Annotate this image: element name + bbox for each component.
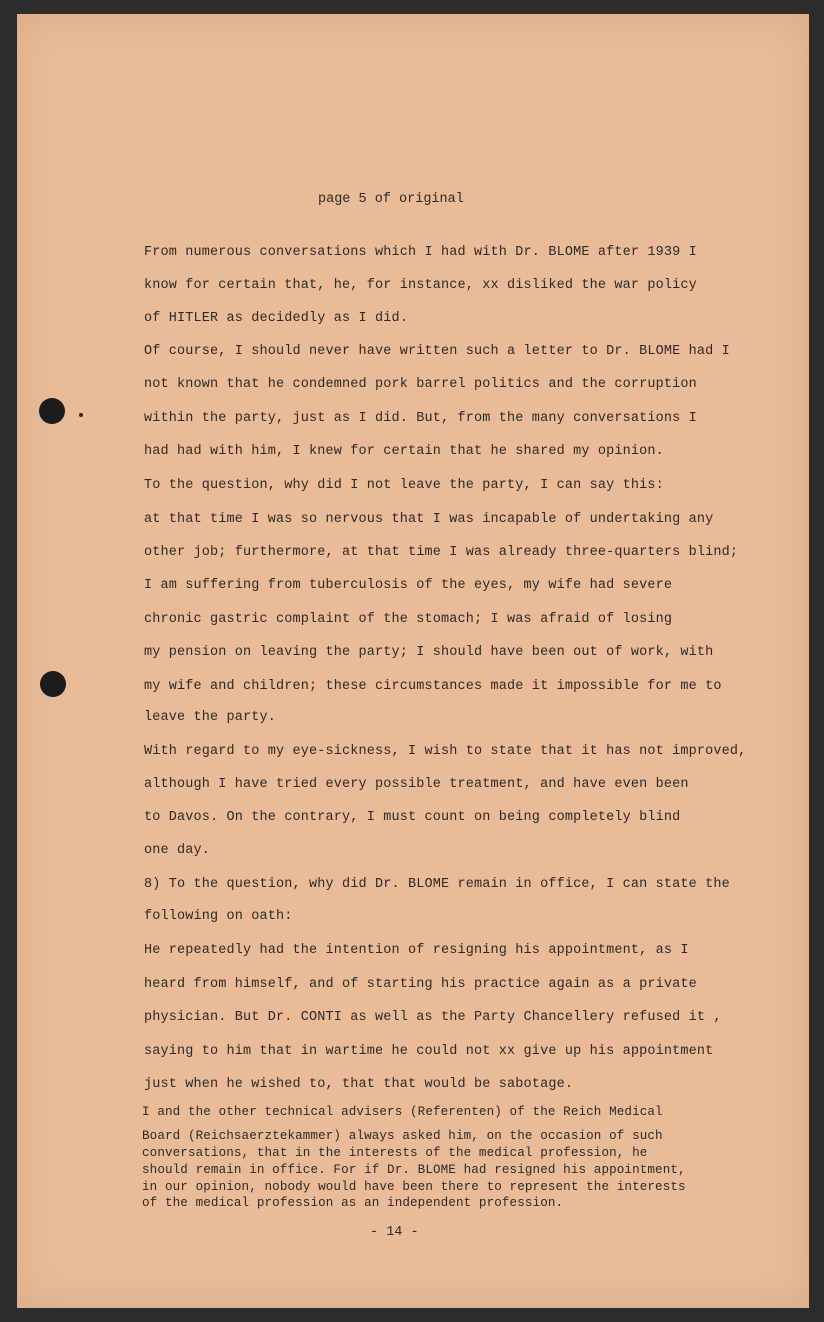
text-line: although I have tried every possible treatment, and have even been (144, 777, 689, 792)
text-line: just when he wished to, that that would be sabotage. (144, 1077, 574, 1092)
text-line: 8) To the question, why did Dr. BLOME remain in office, I can state the (144, 877, 730, 892)
text-line: know for certain that, he, for instance, xx disliked the war policy (144, 278, 697, 293)
text-line-small: Board (Reichsaerztekammer) always asked him, on the occasion of such (142, 1129, 663, 1143)
text-line-small: conversations, that in the interests of the medical profession, he (142, 1146, 648, 1160)
text-line-small: of the medical profession as an independent profession. (142, 1196, 564, 1210)
text-line: my wife and children; these circumstances made it impossible for me to (144, 679, 722, 694)
text-line: within the party, just as I did. But, from the many conversations I (144, 411, 697, 426)
text-line: had had with him, I knew for certain that he shared my opinion. (144, 444, 664, 459)
text-line: other job; furthermore, at that time I was already three-quarters blind; (144, 545, 739, 560)
text-line: one day. (144, 843, 211, 858)
text-line: chronic gastric complaint of the stomach; I was afraid of losing (144, 612, 673, 627)
text-line-small: in our opinion, nobody would have been there to represent the interests (142, 1180, 686, 1194)
text-line: physician. But Dr. CONTI as well as the Party Chancellery refused it , (144, 1010, 722, 1025)
text-line: To the question, why did I not leave the party, I can say this: (144, 478, 664, 493)
text-line: my pension on leaving the party; I should have been out of work, with (144, 645, 714, 660)
page-number: - 14 - (370, 1225, 419, 1240)
text-line: of HITLER as decidedly as I did. (144, 311, 409, 326)
punch-hole-top (39, 398, 65, 424)
text-line: With regard to my eye-sickness, I wish to state that it has not improved, (144, 744, 747, 759)
text-line-small: I and the other technical advisers (Referenten) of the Reich Medical (142, 1105, 663, 1119)
text-line: to Davos. On the contrary, I must count on being completely blind (144, 810, 681, 825)
text-line: saying to him that in wartime he could not xx give up his appointment (144, 1044, 714, 1059)
page-heading: page 5 of original (318, 192, 464, 207)
text-line: following on oath: (144, 909, 293, 924)
text-line: heard from himself, and of starting his practice again as a private (144, 977, 697, 992)
text-line-small: should remain in office. For if Dr. BLOME had resigned his appointment, (142, 1163, 686, 1177)
text-line: Of course, I should never have written such a letter to Dr. BLOME had I (144, 344, 730, 359)
text-line: I am suffering from tuberculosis of the eyes, my wife had severe (144, 578, 673, 593)
text-line: He repeatedly had the intention of resigning his appointment, as I (144, 943, 689, 958)
ink-speck (79, 413, 83, 417)
text-line: leave the party. (144, 710, 277, 725)
text-line: at that time I was so nervous that I was incapable of undertaking any (144, 512, 714, 527)
text-line: not known that he condemned pork barrel politics and the corruption (144, 377, 697, 392)
punch-hole-bottom (40, 671, 66, 697)
text-line: From numerous conversations which I had with Dr. BLOME after 1939 I (144, 245, 697, 260)
